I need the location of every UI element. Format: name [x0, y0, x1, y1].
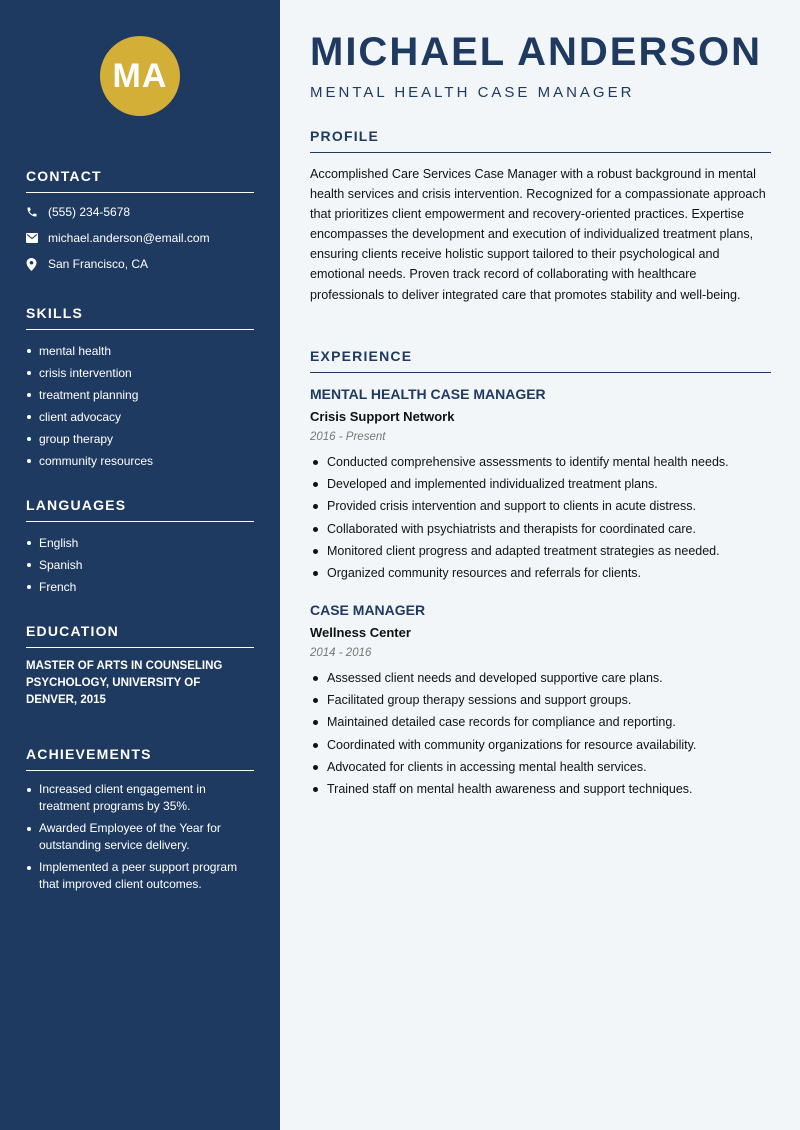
job-title: MENTAL HEALTH CASE MANAGER	[310, 386, 546, 402]
contact-phone: (555) 234-5678	[48, 205, 131, 219]
job-title: CASE MANAGER	[310, 602, 426, 618]
email-icon	[26, 233, 48, 243]
contact-email-row	[26, 225, 254, 251]
contact-location-row	[26, 251, 254, 277]
profile-summary: Accomplished Care Services Case Manager with a robust background in mental health services and crisis intervention. Recognized for a compassionate approach that prioritizes client empowerment and recovery-oriented practices. Expertise encompasses the development and execution of individualized treatment plans, ensuring clients receive holistic support tailored to their psychological and emotional needs. Proven track record of collaborating with healthcare professionals to deliver integrated care that promotes stability and well-being.	[310, 167, 766, 302]
skill-item: treatment planning	[26, 384, 254, 406]
candidate-title: MENTAL HEALTH CASE MANAGER	[310, 84, 635, 101]
job-bullet: Advocated for clients in accessing mental health services.	[310, 756, 771, 778]
contact-location: San Francisco, CA	[48, 257, 149, 271]
job-entry	[310, 602, 771, 800]
language-item: English	[26, 532, 254, 554]
achievement-item: Implemented a peer support program that improved client outcomes.	[26, 859, 254, 893]
achievements-heading: ACHIEVEMENTS	[26, 746, 254, 771]
languages-list	[26, 532, 254, 598]
job-company: Wellness Center	[310, 625, 411, 640]
achievement-item: Increased client engagement in treatment programs by 35%.	[26, 781, 254, 815]
job-dates: 2014 - 2016	[310, 647, 372, 659]
job-bullets	[310, 451, 771, 584]
languages-section	[26, 497, 254, 598]
skills-list	[26, 340, 254, 472]
avatar: MA	[100, 36, 180, 116]
job-bullet: Assessed client needs and developed supportive care plans.	[310, 667, 771, 689]
job-bullet: Coordinated with community organizations for resource availability.	[310, 734, 771, 756]
contact-section	[26, 168, 254, 277]
job-bullet: Maintained detailed case records for compliance and reporting.	[310, 711, 771, 733]
job-bullet: Monitored client progress and adapted treatment strategies as needed.	[310, 540, 771, 562]
language-item: Spanish	[26, 554, 254, 576]
candidate-name: MICHAEL ANDERSON	[310, 30, 763, 74]
job-bullet: Conducted comprehensive assessments to identify mental health needs.	[310, 451, 771, 473]
experience-heading: EXPERIENCE	[310, 348, 771, 373]
job-entry	[310, 386, 771, 584]
skill-item: crisis intervention	[26, 362, 254, 384]
achievements-section	[26, 746, 254, 898]
contact-heading: CONTACT	[26, 168, 254, 193]
education-degree: MASTER OF ARTS IN COUNSELING PSYCHOLOGY, UNIVERSITY OF DENVER, 2015	[26, 660, 223, 706]
skill-item: community resources	[26, 450, 254, 472]
language-item: French	[26, 576, 254, 598]
job-bullet: Developed and implemented individualized treatment plans.	[310, 473, 771, 495]
job-bullet: Facilitated group therapy sessions and support groups.	[310, 689, 771, 711]
contact-phone-row	[26, 199, 254, 225]
location-pin-icon	[26, 258, 48, 271]
profile-heading: PROFILE	[310, 128, 771, 153]
achievements-list	[26, 781, 254, 893]
languages-heading: LANGUAGES	[26, 497, 254, 522]
job-bullet: Organized community resources and referrals for clients.	[310, 562, 771, 584]
skill-item: client advocacy	[26, 406, 254, 428]
phone-icon	[26, 206, 48, 218]
education-section	[26, 623, 254, 709]
skills-heading: SKILLS	[26, 305, 254, 330]
skill-item: group therapy	[26, 428, 254, 450]
contact-email: michael.anderson@email.com	[48, 231, 210, 245]
job-bullets	[310, 667, 771, 800]
achievement-item: Awarded Employee of the Year for outstanding service delivery.	[26, 820, 254, 854]
education-heading: EDUCATION	[26, 623, 254, 648]
job-dates: 2016 - Present	[310, 431, 386, 443]
job-bullet: Provided crisis intervention and support to clients in acute distress.	[310, 495, 771, 517]
skill-item: mental health	[26, 340, 254, 362]
job-company: Crisis Support Network	[310, 409, 455, 424]
job-bullet: Collaborated with psychiatrists and therapists for coordinated care.	[310, 518, 771, 540]
skills-section	[26, 305, 254, 472]
sidebar	[0, 0, 280, 1130]
job-bullet: Trained staff on mental health awareness and support techniques.	[310, 778, 771, 800]
